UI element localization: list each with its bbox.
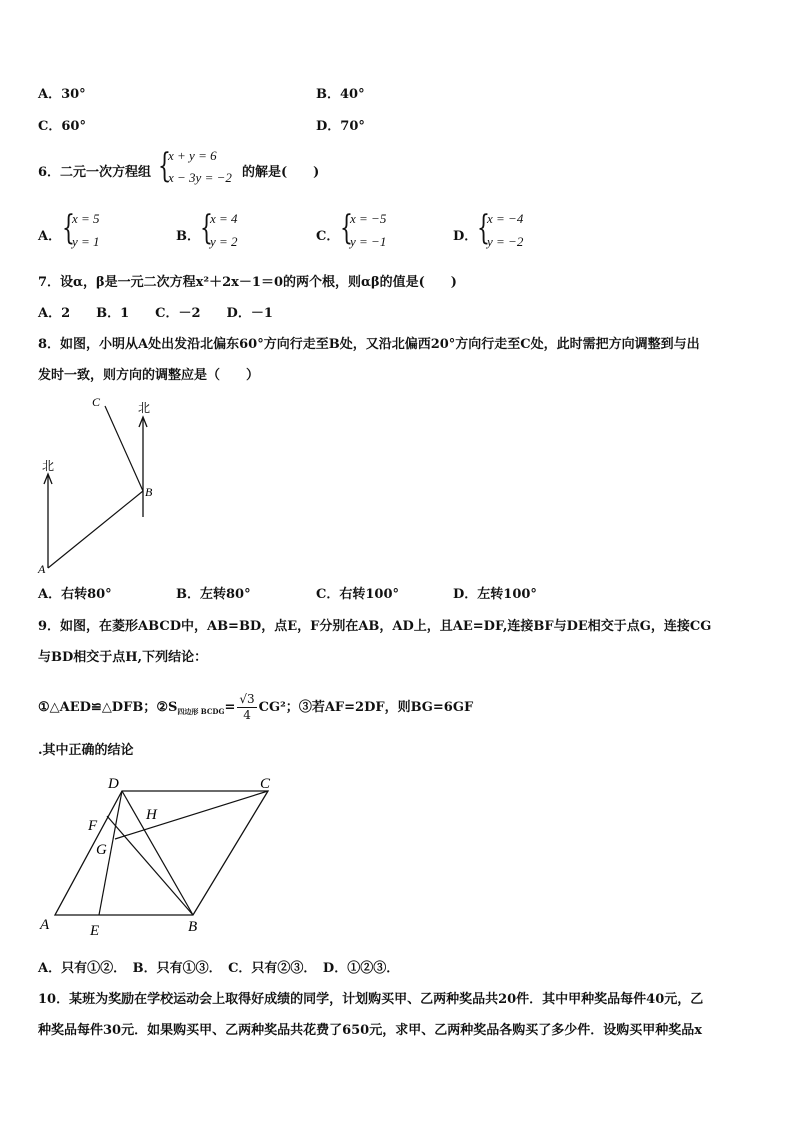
q9-conclusions bbox=[38, 692, 473, 723]
q6-option-b-y: y = 2 bbox=[210, 234, 238, 249]
brace-glyph: { bbox=[477, 208, 490, 248]
q9-conclusion-2-equals: = bbox=[224, 700, 236, 715]
rhombus-abcd bbox=[55, 791, 268, 915]
q6-option-a-y: y = 1 bbox=[72, 234, 100, 249]
segment-bc bbox=[105, 406, 143, 491]
q5-option-c: C．60° bbox=[38, 119, 86, 134]
north-label-right: 北 bbox=[138, 401, 151, 415]
point-label-a: A bbox=[38, 562, 46, 576]
q6-option-a-label: A． bbox=[38, 229, 62, 244]
point-label-c: C bbox=[92, 395, 101, 409]
brace-glyph: { bbox=[200, 208, 213, 248]
q6-option-c-system bbox=[340, 208, 430, 252]
q9-conclusion-1: ①△AED≌△DFB； bbox=[38, 700, 157, 715]
q8-stem-line1: 8．如图，小明从A处出发沿北偏东60°方向行走至B处，又沿北偏西20°方向行走至C处，此时需把方向调整到与出 bbox=[38, 337, 700, 352]
q9-options: A．只有①②． B．只有①③． C．只有②③． D．①②③． bbox=[38, 961, 400, 976]
q9-conclusion-2-prefix: ②S bbox=[156, 700, 178, 715]
brace-glyph: { bbox=[158, 146, 171, 186]
q6-option-d-system bbox=[477, 208, 567, 252]
q9-stem-line1: 9．如图，在菱形ABCD中，AB=BD，点E，F分别在AB，AD上，且AE=DF,连接BF与DE相交于点G，连接CG bbox=[38, 619, 712, 634]
point-label-f: F bbox=[88, 818, 98, 834]
q6-option-b-x: x = 4 bbox=[210, 211, 238, 226]
q6-option-c-label: C． bbox=[316, 229, 340, 244]
q8-option-c: C．右转100° bbox=[316, 587, 399, 602]
q8-option-b: B．左转80° bbox=[176, 587, 251, 602]
q6-eq1: x + y = 6 bbox=[168, 148, 217, 163]
point-label-a: A bbox=[40, 917, 50, 933]
q8-direction-figure bbox=[30, 390, 170, 580]
q10-stem-line1: 10．某班为奖励在学校运动会上取得好成绩的同学，计划购买甲、乙两种奖品共20件．其中甲种奖品每件40元，乙 bbox=[38, 992, 704, 1007]
q6-option-d-x: x = −4 bbox=[487, 211, 524, 226]
brace-glyph: { bbox=[62, 208, 75, 248]
q9-fraction bbox=[237, 692, 256, 723]
q6-option-c-x: x = −5 bbox=[350, 211, 387, 226]
q6-option-b-label: B． bbox=[176, 229, 200, 244]
q5-option-d: D．70° bbox=[316, 119, 365, 134]
q6-option-a-system bbox=[62, 208, 142, 252]
q6-option-d-y: y = −2 bbox=[487, 234, 524, 249]
q9-rhombus-figure bbox=[30, 768, 290, 946]
q9-conclusion-2-suffix: CG²； bbox=[258, 700, 299, 715]
q8-option-d: D．左转100° bbox=[453, 587, 537, 602]
q6-eq2: x − 3y = −2 bbox=[168, 170, 232, 185]
diagonal-bd bbox=[122, 791, 193, 915]
brace-glyph: { bbox=[340, 208, 353, 248]
q6-option-a-x: x = 5 bbox=[72, 211, 100, 226]
point-label-e: E bbox=[90, 923, 100, 939]
point-label-c: C bbox=[260, 776, 271, 792]
q7-options: A．2 B．1 C．－2 D．－1 bbox=[38, 306, 273, 321]
q6-option-b-system bbox=[200, 208, 280, 252]
q9-conclusion-3: ③若AF=2DF，则BG=6GF bbox=[298, 700, 474, 715]
q6-option-c-y: y = −1 bbox=[350, 234, 387, 249]
q9-fraction-numerator: √3 bbox=[239, 692, 255, 706]
segment-ab bbox=[48, 491, 143, 568]
point-label-b: B bbox=[145, 485, 153, 499]
q5-option-a: A．30° bbox=[38, 87, 86, 102]
q6-stem-prefix: 6．二元一次方程组 bbox=[38, 165, 152, 180]
q9-conclusion-2-subscript: 四边形 BCDG bbox=[177, 707, 225, 716]
q6-equation-system bbox=[158, 146, 248, 190]
q8-stem-line2: 发时一致，则方向的调整应是（ ） bbox=[38, 368, 260, 383]
point-label-g: G bbox=[96, 842, 107, 858]
point-label-b: B bbox=[188, 919, 198, 935]
q9-closing: .其中正确的结论 bbox=[38, 743, 134, 758]
q9-stem-line2: 与BD相交于点H,下列结论： bbox=[38, 650, 208, 665]
q5-option-b: B．40° bbox=[316, 87, 365, 102]
segment-cg bbox=[115, 791, 268, 839]
segment-bf bbox=[107, 816, 193, 915]
q9-fraction-denominator: 4 bbox=[243, 708, 251, 722]
point-label-h: H bbox=[146, 807, 157, 823]
point-label-d: D bbox=[108, 776, 119, 792]
q10-stem-line2: 种奖品每件30元．如果购买甲、乙两种奖品共花费了650元，求甲、乙两种奖品各购买了多少件．设购买甲种奖品x bbox=[38, 1023, 702, 1038]
q6-stem-suffix: 的解是( ) bbox=[242, 165, 320, 180]
q8-option-a: A．右转80° bbox=[38, 587, 112, 602]
q7-stem: 7．设α，β是一元二次方程x²＋2x－1＝0的两个根，则αβ的值是( ) bbox=[38, 275, 457, 290]
q6-option-d-label: D． bbox=[453, 229, 478, 244]
north-label-left: 北 bbox=[42, 459, 55, 473]
